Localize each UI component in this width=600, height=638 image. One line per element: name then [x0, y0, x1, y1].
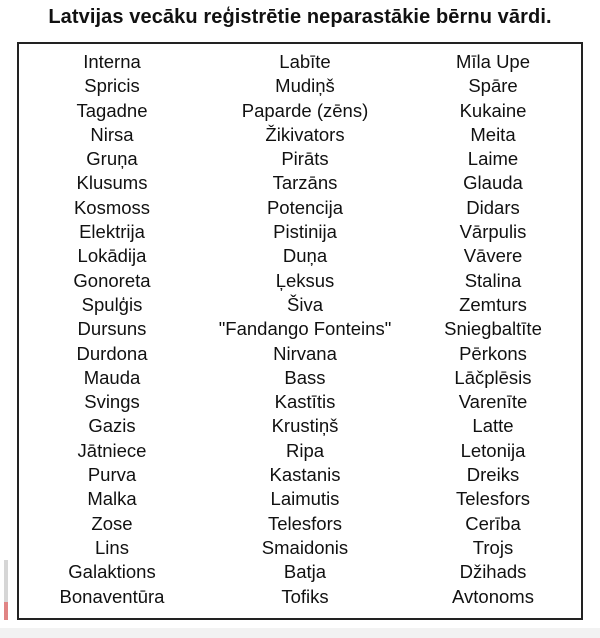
name-entry: Nirsa	[90, 123, 134, 145]
name-entry: "Fandango Fonteins"	[218, 318, 392, 340]
name-entry: Mauda	[83, 366, 141, 388]
name-entry: Purva	[87, 464, 137, 486]
name-entry: Telesfors	[455, 488, 531, 510]
name-entry: Spāre	[468, 75, 518, 97]
name-entry: Elektrija	[79, 221, 145, 243]
name-entry: Pistinija	[273, 221, 337, 243]
name-entry: Gruņa	[86, 148, 138, 170]
name-entry: Kastanis	[269, 464, 341, 486]
name-entry: Batja	[283, 561, 327, 583]
name-entry: Telesfors	[267, 512, 343, 534]
name-entry: Šiva	[287, 293, 323, 315]
name-entry: Varenīte	[458, 391, 528, 413]
name-entry: Vārpulis	[459, 221, 527, 243]
name-entry: Jātniece	[77, 439, 147, 461]
name-entry: Zose	[91, 512, 133, 534]
name-entry: Lokādija	[77, 245, 147, 267]
names-table	[17, 42, 583, 620]
name-entry: Lāčplēsis	[454, 366, 532, 388]
name-entry: Letonija	[460, 439, 526, 461]
name-entry: Pirāts	[281, 148, 329, 170]
name-entry: Tarzāns	[272, 172, 338, 194]
name-entry: Stalina	[464, 269, 522, 291]
name-columns	[19, 50, 581, 609]
name-entry: Paparde (zēns)	[241, 99, 369, 121]
name-entry: Klusums	[76, 172, 148, 194]
name-entry: Bass	[284, 366, 326, 388]
name-entry: Ļeksus	[275, 269, 335, 291]
name-entry: Tofiks	[281, 585, 329, 607]
name-entry: Gonoreta	[73, 269, 151, 291]
side-watermark	[4, 560, 8, 620]
name-entry: Laimutis	[270, 488, 340, 510]
name-entry: Vāvere	[463, 245, 523, 267]
name-entry: Laime	[467, 148, 519, 170]
name-entry: Spricis	[84, 75, 140, 97]
name-entry: Potencija	[266, 196, 344, 218]
name-entry: Zemturs	[459, 293, 527, 315]
name-entry: Interna	[83, 51, 141, 72]
names-column-3	[405, 50, 581, 609]
name-entry: Kosmoss	[73, 196, 151, 218]
name-entry: Žikivators	[265, 123, 345, 145]
name-entry: Durdona	[76, 342, 148, 364]
name-entry: Duņa	[282, 245, 328, 267]
name-entry: Sniegbaltīte	[444, 318, 542, 340]
name-entry: Bonaventūra	[59, 585, 165, 607]
name-entry: Krustiņš	[271, 415, 339, 437]
name-entry: Pērkons	[459, 342, 527, 364]
name-entry: Dreiks	[466, 464, 520, 486]
name-entry: Kastītis	[274, 391, 336, 413]
names-column-2	[205, 50, 405, 609]
name-entry: Trojs	[472, 536, 514, 558]
name-entry: Mudiņš	[275, 75, 335, 97]
name-entry: Svings	[84, 391, 140, 413]
name-entry: Latte	[472, 415, 514, 437]
name-entry: Galaktions	[68, 561, 156, 583]
bottom-strip	[0, 628, 600, 638]
name-entry: Avtonoms	[452, 585, 534, 607]
name-entry: Malka	[87, 488, 137, 510]
name-entry: Džihads	[459, 561, 527, 583]
name-entry: Smaidonis	[261, 536, 349, 558]
name-entry: Cerība	[465, 512, 521, 534]
page-title: Latvijas vecāku reģistrētie neparastākie bērnu vārdi.	[48, 6, 552, 28]
name-entry: Spulģis	[81, 293, 143, 315]
name-entry: Nirvana	[273, 342, 337, 364]
name-entry: Tagadne	[76, 99, 148, 121]
names-column-1	[19, 50, 205, 609]
name-entry: Mīla Upe	[455, 51, 531, 72]
name-entry: Lins	[95, 536, 129, 558]
name-entry: Didars	[466, 196, 520, 218]
name-entry: Labīte	[279, 51, 331, 72]
name-entry: Glauda	[463, 172, 523, 194]
name-entry: Meita	[470, 123, 516, 145]
name-entry: Gazis	[88, 415, 136, 437]
name-entry: Ripa	[285, 439, 325, 461]
name-entry: Dursuns	[77, 318, 147, 340]
name-entry: Kukaine	[459, 99, 527, 121]
